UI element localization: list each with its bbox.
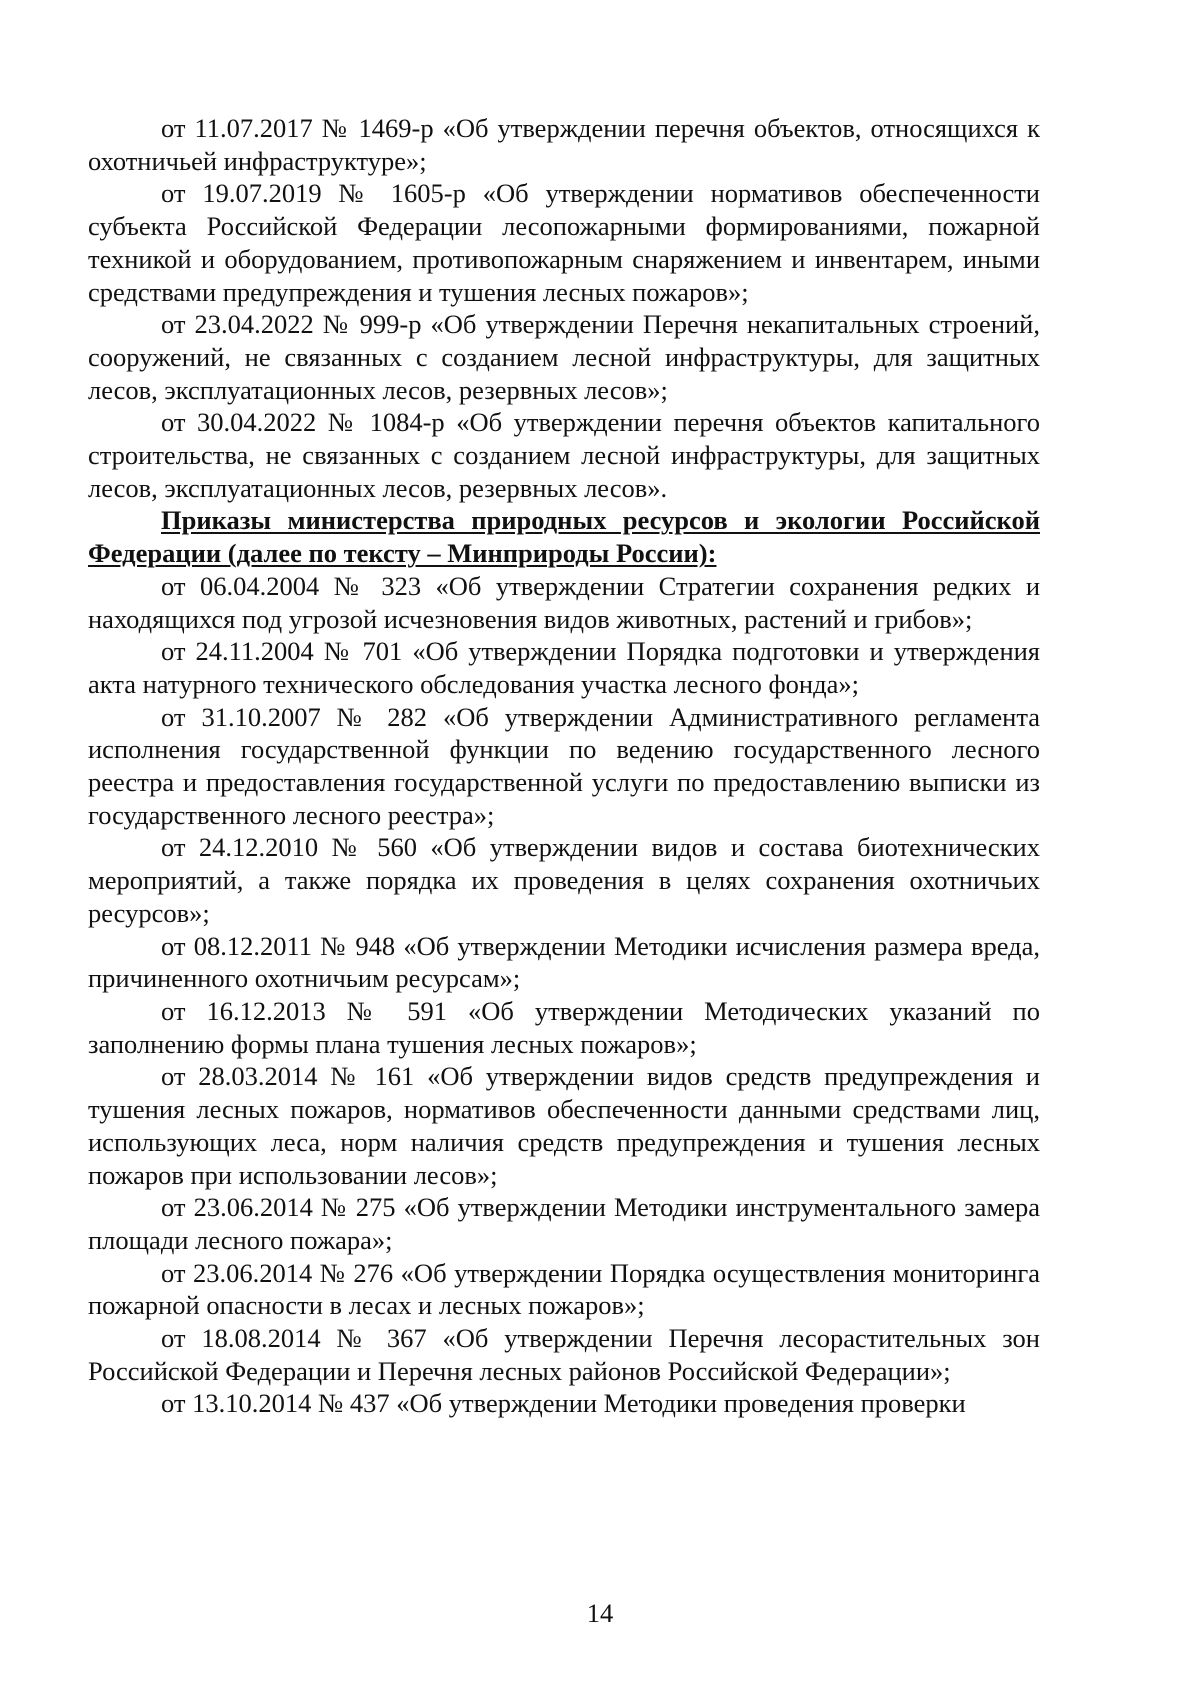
section-heading: Приказы министерства природных ресурсов и экологии Российской Федерации (далее по тексту – Минприроды России): <box>88 505 1040 569</box>
list-item: от 08.12.2011 № 948 «Об утверждении Методики исчисления размера вреда, причиненного охотничьим ресурсам»; <box>88 930 1040 994</box>
document-body <box>88 112 1040 1420</box>
list-item: от 06.04.2004 № 323 «Об утверждении Стратегии сохранения редких и находящихся под угрозой исчезновения видов животных, растений и грибов»; <box>88 570 1040 634</box>
list-item: от 23.06.2014 № 275 «Об утверждении Методики инструментального замера площади лесного пожара»; <box>88 1192 1040 1255</box>
list-item: от 30.04.2022 № 1084-р «Об утверждении перечня объектов капитального строительства, не связанных с созданием лесной инфраструктуры, для защитных лесов, эксплуатационных лесов, резервных лесов». <box>88 407 1040 503</box>
list-item: от 19.07.2019 № 1605-р «Об утверждении нормативов обеспеченности субъекта Российской Федерации лесопожарными формированиями, пожарной техникой и оборудованием, противопожарным снаряжением и инвентарем, иными средствами предупреждения и тушения лесных пожаров»; <box>88 178 1040 307</box>
list-item: от 23.06.2014 № 276 «Об утверждении Порядка осуществления мониторинга пожарной опасности в лесах и лесных пожаров»; <box>88 1257 1040 1321</box>
list-item: от 28.03.2014 № 161 «Об утверждении видов средств предупреждения и тушения лесных пожаров, нормативов обеспеченности данными средствами лиц, использующих леса, норм наличия средств предупреждения и тушения лесных пожаров при использовании лесов»; <box>88 1061 1040 1190</box>
list-item: от 31.10.2007 № 282 «Об утверждении Административного регламента исполнения государственной функции по ведению государственного лесного реестра и предоставления государственной услуги по предоставлению выписки из государственного лесного реестра»; <box>88 701 1040 830</box>
list-item: от 18.08.2014 № 367 «Об утверждении Перечня лесорастительных зон Российской Федерации и Перечня лесных районов Российской Федерации»; <box>88 1323 1040 1386</box>
list-item: от 24.12.2010 № 560 «Об утверждении видов и состава биотехнических мероприятий, а также порядка их проведения в целях сохранения охотничьих ресурсов»; <box>88 832 1040 928</box>
list-item: от 23.04.2022 № 999-р «Об утверждении Перечня некапитальных строений, сооружений, не связанных с созданием лесной инфраструктуры, для защитных лесов, эксплуатационных лесов, резервных лесов»; <box>88 309 1040 405</box>
list-item: от 24.11.2004 № 701 «Об утверждении Порядка подготовки и утверждения акта натурного технического обследования участка лесного фонда»; <box>88 636 1040 699</box>
list-item: от 13.10.2014 № 437 «Об утверждении Методики проведения проверки <box>161 1388 966 1419</box>
list-item: от 11.07.2017 № 1469-р «Об утверждении перечня объектов, относящихся к охотничьей инфраструктуре»; <box>88 113 1040 176</box>
page-number: 14 <box>586 1598 614 1628</box>
list-item: от 16.12.2013 № 591 «Об утверждении Методических указаний по заполнению формы плана тушения лесных пожаров»; <box>88 995 1040 1059</box>
